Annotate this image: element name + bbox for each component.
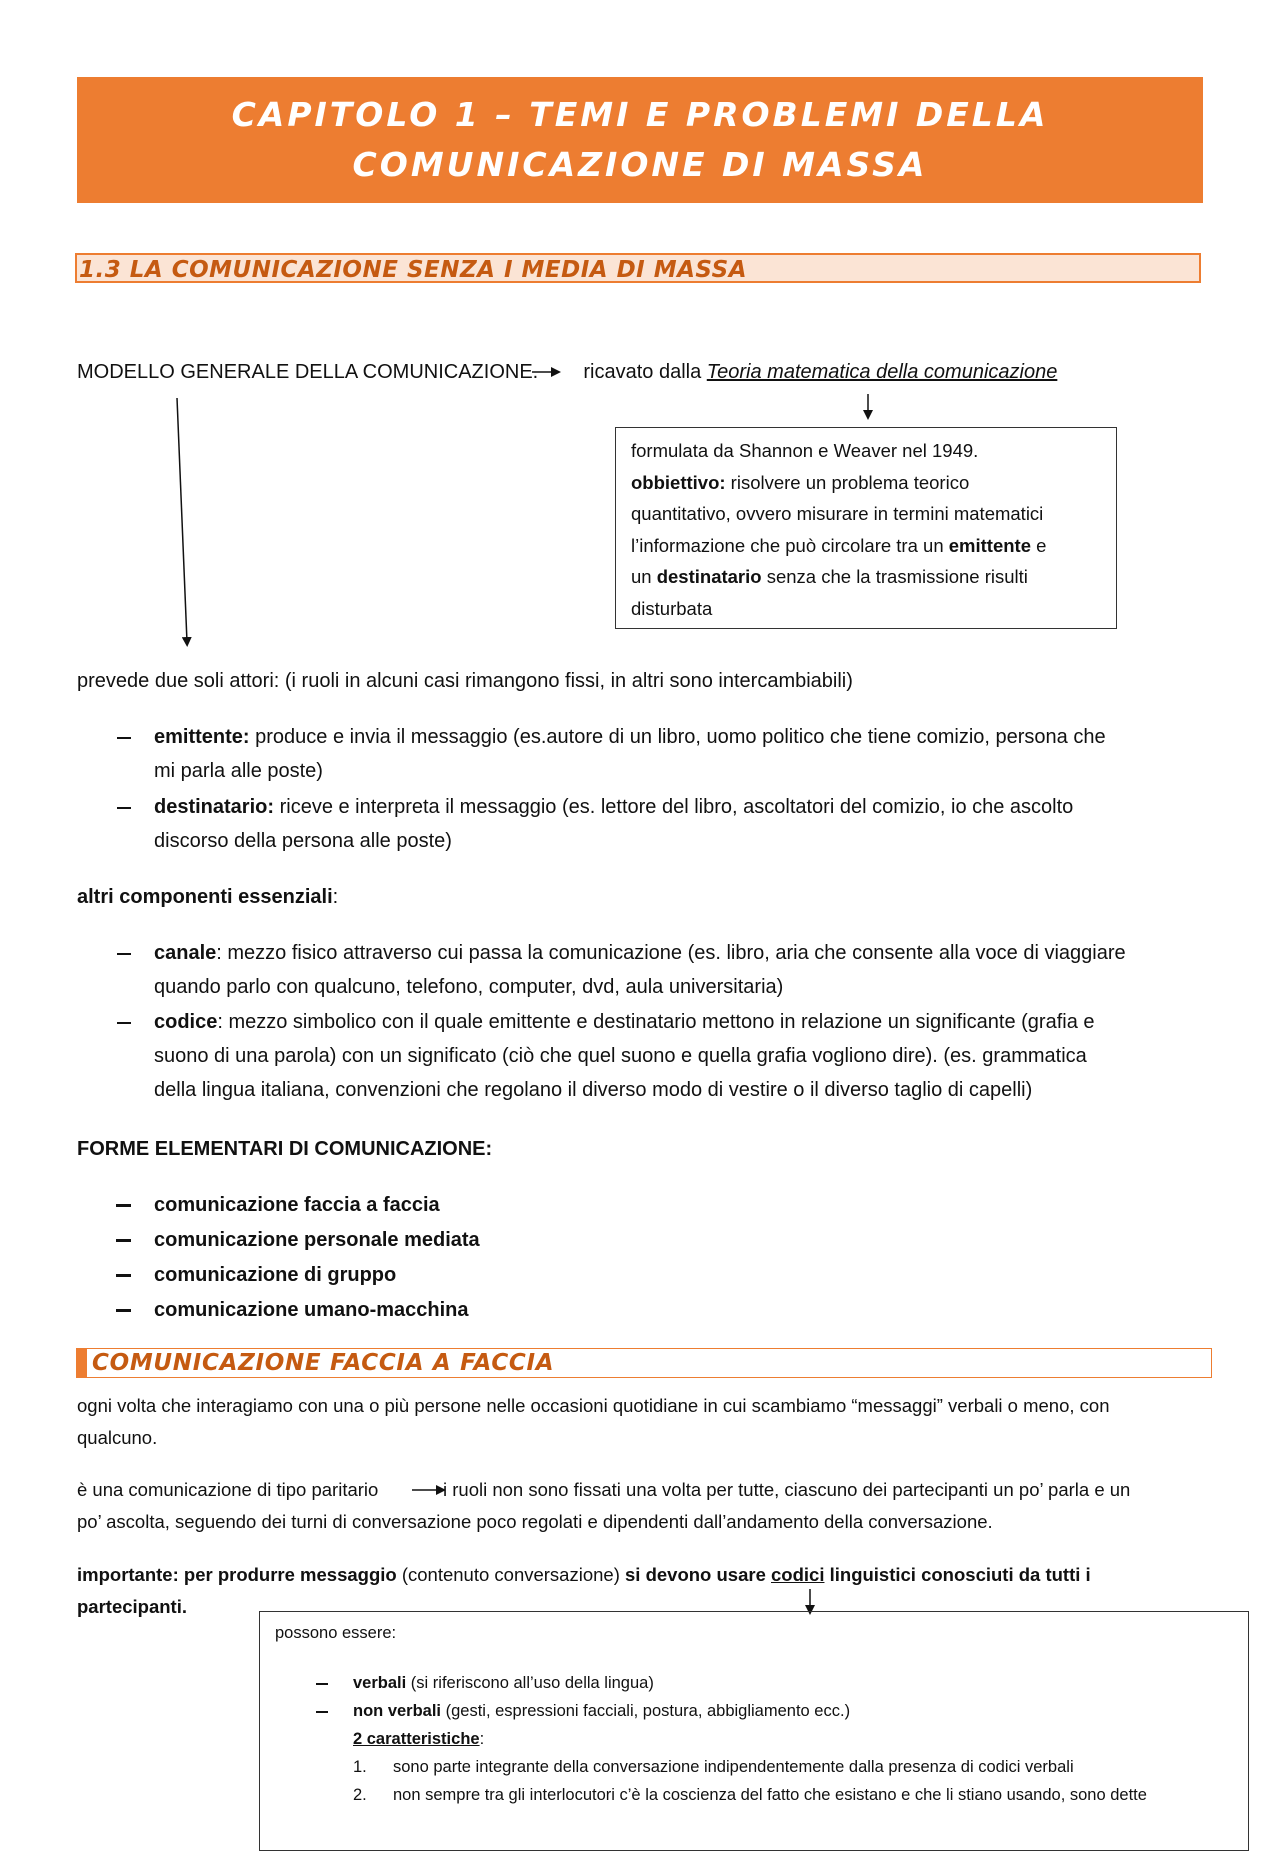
- theory-line-3: quantitativo, ovvero misurare in termini matematici: [631, 503, 1044, 524]
- section-heading: 1.3 LA COMUNICAZIONE SENZA I MEDIA DI MASSA: [79, 257, 748, 283]
- dash: [316, 1683, 328, 1685]
- theory-line-5: un destinatario senza che la trasmissione risulti: [631, 566, 1028, 587]
- theory-name: Teoria matematica della comunicazione: [706, 361, 1058, 383]
- feature-1-text: sono parte integrante della conversazione indipendentemente dalla presenza di codici verbali: [393, 1758, 1074, 1776]
- f2f-paragraph-2-lead: è una comunicazione di tipo paritario: [77, 1479, 379, 1500]
- dash: [316, 1711, 328, 1713]
- list-item: comunicazione di gruppo: [77, 1258, 677, 1293]
- emitter-term: emittente: [948, 534, 1031, 556]
- f2f-paragraph-2-line-2: po’ ascolta, seguendo dei turni di conversazione poco regolati e dipendenti dall’andamento della conversazione.: [77, 1511, 993, 1532]
- codes-box: [259, 1611, 1249, 1851]
- actors-intro: prevede due soli attori: (i ruoli in alcuni casi rimangono fissi, in altri sono intercambiabili): [77, 670, 853, 692]
- f2f-paragraph-1-line-1: ogni volta che interagiamo con una o più persone nelle occasioni quotidiane in cui scambiamo “messaggi” verbali o meno, con: [77, 1395, 1110, 1416]
- goal-text: risolvere un problema teorico: [725, 471, 970, 493]
- features-label: 2 caratteristiche:: [353, 1730, 485, 1748]
- list-item: canale: mezzo fisico attraverso cui passa la comunicazione (es. libro, aria che consente alla voce di viaggiare quando parlo con qualcuno, telefono, computer, dvd, aula universitaria): [77, 936, 1227, 1005]
- subsection-heading: COMUNICAZIONE FACCIA A FACCIA: [92, 1350, 555, 1376]
- components-list: [77, 936, 1227, 1109]
- theory-box: [615, 427, 1117, 629]
- chapter-title-line-1: CAPITOLO 1 – TEMI E PROBLEMI DELLA: [231, 95, 1049, 134]
- list-item: destinatario: riceve e interpreta il messaggio (es. lettore del libro, ascoltatori del comizio, io che ascolto discorso della persona alle poste): [77, 790, 1227, 860]
- codes-verbal: verbali (si riferiscono all’uso della lingua): [353, 1674, 654, 1692]
- f2f-paragraph-3-line-2: partecipanti.: [77, 1596, 187, 1617]
- theory-line-6: disturbata: [631, 597, 713, 619]
- list-item: codice: mezzo simbolico con il quale emittente e destinatario mettono in relazione un significante (grafia e suono di una parola) con un significato (ciò che quel suono e quella grafia vogliono dire). (es. grammatica della lingua italiana, convenzioni che regolano il diverso modo di vestire o il diverso taglio di capelli): [77, 1005, 1227, 1109]
- codici-term: codici: [771, 1564, 825, 1585]
- model-connector: ricavato dalla: [583, 361, 702, 383]
- f2f-paragraph-2-line-1: i ruoli non sono fissati una volta per tutte, ciascuno dei partecipanti un po’ parla e un: [443, 1479, 1131, 1500]
- f2f-paragraph-3-line-1: importante: per produrre messaggio (contenuto conversazione) si devono usare codici linguistici conosciuti da tutti i: [77, 1564, 1091, 1585]
- forms-list: [77, 1188, 677, 1328]
- subsection-accent: [77, 1349, 87, 1377]
- feature-2-text: non sempre tra gli interlocutori c’è la coscienza del fatto che esistano e che li stiano usando, sono dette: [393, 1786, 1147, 1804]
- model-long-down-arrow: [177, 398, 187, 642]
- goal-label: obbiettivo:: [631, 471, 726, 493]
- chapter-title-line-2: COMUNICAZIONE DI MASSA: [352, 145, 928, 184]
- theory-line-2: [631, 467, 1101, 499]
- codes-intro: possono essere:: [275, 1624, 397, 1642]
- codes-nonverbal: non verbali (gesti, espressioni facciali, postura, abbigliamento ecc.): [353, 1702, 851, 1720]
- feature-1-num: 1.: [353, 1758, 367, 1776]
- list-item: comunicazione personale mediata: [77, 1223, 677, 1258]
- list-item: comunicazione umano-macchina: [77, 1293, 677, 1328]
- list-item: comunicazione faccia a faccia: [77, 1188, 677, 1223]
- theory-line-4: l’informazione che può circolare tra un emittente e: [631, 534, 1047, 556]
- theory-line-1: formulata da Shannon e Weaver nel 1949.: [631, 440, 979, 461]
- subsection-heading-bar: [76, 1348, 1212, 1378]
- model-lead: MODELLO GENERALE DELLA COMUNICAZIONE.: [77, 361, 539, 383]
- components-heading: altri componenti essenziali:: [77, 886, 339, 908]
- receiver-term: destinatario: [656, 566, 762, 587]
- feature-2-num: 2.: [353, 1786, 367, 1804]
- actors-list: [77, 720, 1227, 860]
- forms-heading: FORME ELEMENTARI DI COMUNICAZIONE:: [77, 1138, 493, 1160]
- list-item: emittente: produce e invia il messaggio (es.autore di un libro, uomo politico che tiene comizio, persona che mi parla alle poste): [77, 720, 1227, 790]
- f2f-paragraph-1-line-2: qualcuno.: [77, 1427, 158, 1448]
